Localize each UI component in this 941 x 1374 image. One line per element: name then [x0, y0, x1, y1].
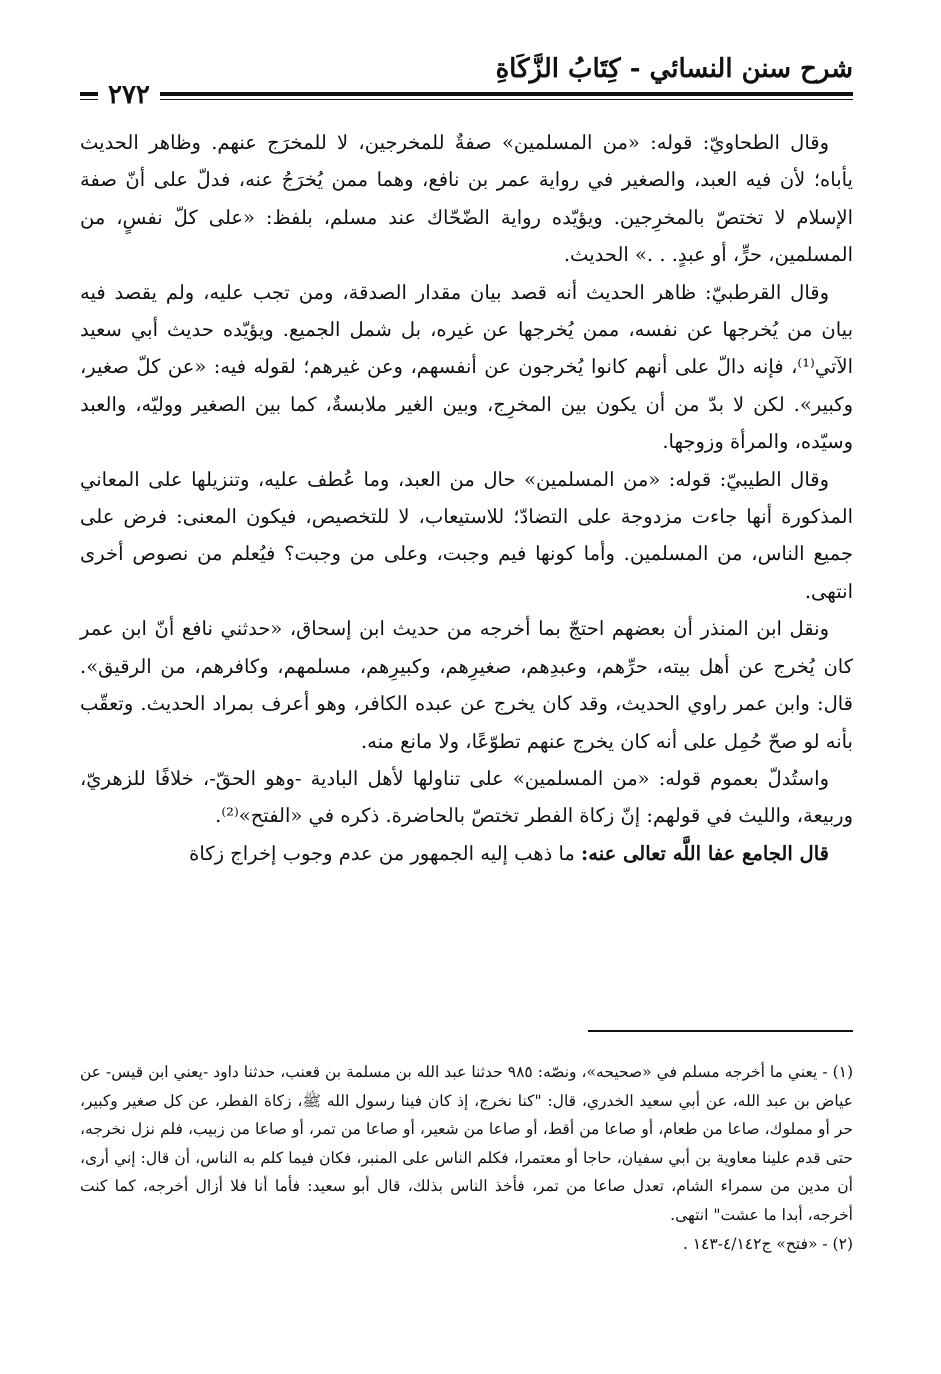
compiler-text: ما ذهب إليه الجمهور من عدم وجوب إخراج زكاة [189, 841, 582, 865]
running-title: شرح سنن النسائي - كِتَابُ الزَّكَاةِ [495, 54, 853, 84]
paragraph-qurtubi: وقال القرطبيّ: ظاهر الحديث أنه قصد بيان مقدار الصدقة، ومن تجب عليه، ولم يقصد فيه بيان من يُخرجها عن نفسه، ممن يُخرجها عن غيره، بل شمل الجميع. ويؤيّده حديث أبي سعيد الآتي⁽¹⁾، فإنه دالّ على أنهم كانوا يُخرجون عن أنفسهم، وعن غيرهم؛ لقوله فيه: «عن كلّ صغير، وكبير». لكن لا بدّ من أن يكون بين المخرِج، وبين الغير ملابسةٌ، كما بين الصغير ووليّه، والعبد وسيّده، والمرأة وزوجها. [80, 280, 853, 454]
paragraph-bedouins: واستُدلّ بعموم قوله: «من المسلمين» على تناولها لأهل البادية -وهو الحقّ-، خلافًا للزهريّ، وربيعة، والليث في قولهم: إنّ زكاة الفطر تختصّ بالحاضرة. ذكره في «الفتح»⁽²⁾. [80, 766, 853, 828]
paragraph-ibn-al-mundhir: ونقل ابن المنذر أن بعضهم احتجّ بما أخرجه من حديث ابن إسحاق، «حدثني نافع أنّ ابن عمر كان يُخرج عن أهل بيته، حرِّهم، وعبدِهم، صغيرِهم، وكبيرِهم، مسلمهم، وكافرهم، من الرقيق». قال: وابن عمر راوي الحديث، وقد كان يخرج عن عبده الكافر، وهو أعرف بمراد الحديث. وتعقّب بأنه لو صحّ حُمِل على أنه كان يخرج عنهم تطوّعًا، ولا مانع منه. [80, 617, 853, 753]
header-rule-thin [80, 99, 853, 100]
footnote-2: (٢) - «فتح» ج٤/١٤٢-١٤٣ . [682, 1234, 853, 1253]
paragraph-tahawi: وقال الطحاويّ: قوله: «من المسلمين» صفةٌ للمخرجين، لا للمخرَج عنهم. وظاهر الحديث يأباه؛ لأن فيه العبد، والصغير في رواية عمر بن نافع، وهما ممن يُخرَجُ عنه، فدلّ على أنّ صفة الإسلام لا تختصّ بالمخرِجين. ويؤيّده رواية الضّحّاك عند مسلم، بلفظ: «على كلّ نفسٍ، من المسلمين، حرٍّ، أو عبدٍ. . .» الحديث. [80, 131, 853, 267]
footnote-divider [588, 1030, 853, 1032]
footnotes [80, 1058, 853, 1258]
compiler-lead: قال الجامع عفا اللَّه تعالى عنه: [581, 841, 829, 865]
page-number: ٢٧٢ [98, 80, 160, 110]
paragraph-tibi: وقال الطيبيّ: قوله: «من المسلمين» حال من العبد، وما عُطف عليه، وتنزيلها على المعاني المذكورة أنها جاءت مزدوجة على التضادّ؛ للاستيعاب، لا للتخصيص، فيكون المعنى: فرض على جميع الناس، من المسلمين. وأما كونها فيم وجبت، وعلى من وجبت؟ فيُعلم من نصوص أخرى انتهى. [80, 467, 853, 603]
main-text [80, 124, 853, 872]
footnote-1: (١) - يعني ما أخرجه مسلم في «صحيحه»، ونصّه: ٩٨٥ حدثنا عبد الله بن مسلمة بن قعنب، حدثنا داود -يعني ابن قيس- عن عياض بن عبد الله، عن أبي سعيد الخدري، قال: "كنا نخرج، إذ كان فينا رسول الله ﷺ، زكاة الفطر، عن كل صغير وكبير، حر أو مملوك، صاعا من طعام، أو صاعا من أقط، أو صاعا من شعير، أو صاعا من تمر، أو صاعا من زبيب، فلم نزل نخرجه، حتى قدم علينا معاوية بن أبي سفيان، حاجا أو معتمرا، فكلم الناس على المنبر، فكان فيما كلم به الناس، أن قال: إني أرى، أن مدين من سمراء الشام، تعدل صاعا من تمر، فأخذ الناس بذلك، قال أبو سعيد: فأما أنا فلا أزال أخرجه، كما كنت أخرجه، أبدا ما عشت" انتهى. [80, 1063, 854, 1224]
header-rule-thick [80, 92, 853, 96]
page-header [80, 50, 853, 110]
paragraph-compiler [80, 835, 853, 872]
